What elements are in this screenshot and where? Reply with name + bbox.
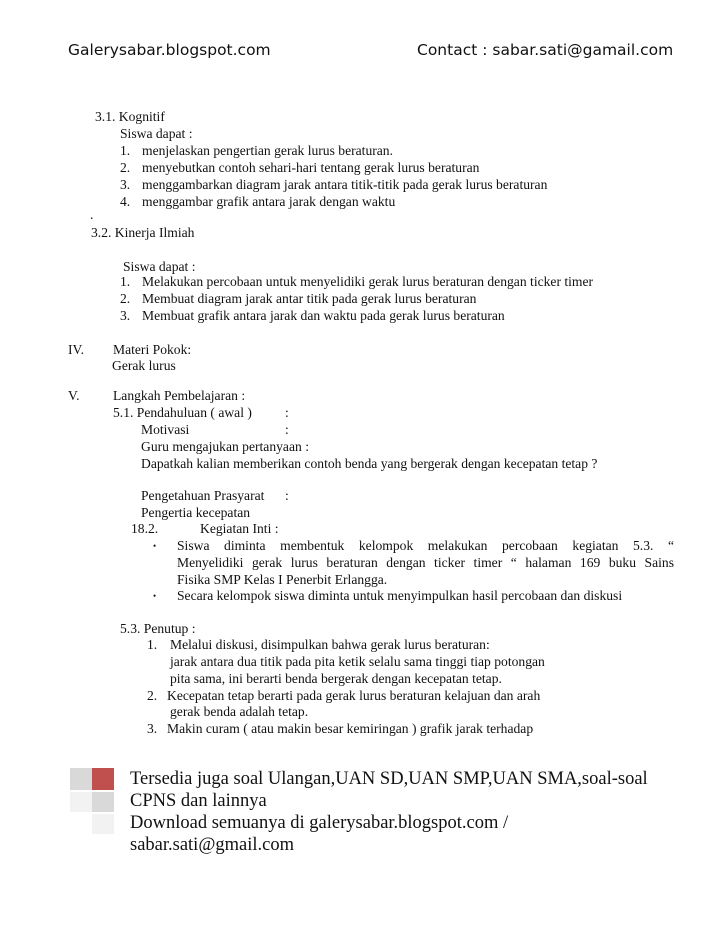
list-number: 1.	[147, 637, 158, 652]
decor-square-gray	[92, 792, 114, 812]
kognitif-intro: Siswa dapat :	[120, 126, 193, 141]
footer-line: Download semuanya di galerysabar.blogspot.com /	[130, 813, 509, 833]
stray-dot: .	[90, 207, 94, 222]
list-item: jarak antara dua titik pada pita ketik selalu sama tinggi tiap potongan	[170, 654, 545, 669]
question-text: Dapatkah kalian memberikan contoh benda yang bergerak dengan kecepatan tetap ?	[141, 456, 598, 471]
colon: :	[285, 488, 289, 503]
decor-square-light	[92, 814, 114, 834]
list-item: menggambarkan diagram jarak antara titik-titik pada gerak lurus beraturan	[142, 177, 548, 192]
colon: :	[285, 422, 289, 437]
list-number: 1.	[120, 143, 131, 158]
list-item: Kecepatan tetap berarti pada gerak lurus beraturan kelajuan dan arah	[167, 688, 541, 703]
bullet-text: Fisika SMP Kelas I Penerbit Erlangga.	[177, 572, 388, 587]
footer-promo	[130, 768, 648, 856]
list-item: Melakukan percobaan untuk menyelidiki gerak lurus beraturan dengan ticker timer	[142, 274, 594, 289]
list-number: 1.	[120, 274, 131, 289]
list-number: 2.	[120, 291, 131, 306]
list-item: menyebutkan contoh sehari-hari tentang gerak lurus beraturan	[142, 160, 480, 175]
footer-line: Tersedia juga soal Ulangan,UAN SD,UAN SMP,UAN SMA,soal-soal	[130, 769, 648, 789]
site-name: Galerysabar.blogspot.com	[68, 41, 271, 59]
decor-square-light	[70, 792, 92, 812]
list-number: 2.	[147, 688, 158, 703]
footer-line: CPNS dan lainnya	[130, 791, 267, 811]
kinerja-title: 3.2. Kinerja Ilmiah	[91, 225, 195, 240]
section-numeral: V.	[68, 388, 80, 403]
list-number: 4.	[120, 194, 131, 209]
contact-email: Contact : sabar.sati@gamail.com	[417, 41, 674, 59]
inti-number: 18.2.	[131, 521, 159, 536]
bullet-text: Siswa diminta membentuk kelompok melakukan percobaan kegiatan 5.3. “	[177, 538, 674, 553]
list-number: 2.	[120, 160, 131, 175]
list-item: gerak benda adalah tetap.	[170, 704, 309, 719]
colon: :	[285, 405, 289, 420]
list-item: pita sama, ini berarti benda bergerak dengan kecepatan tetap.	[170, 671, 502, 686]
list-item: Makin curam ( atau makin besar kemiringan ) grafik jarak terhadap	[167, 721, 534, 736]
footer-line: sabar.sati@gmail.com	[130, 835, 294, 855]
pendahuluan-label: 5.1. Pendahuluan ( awal )	[113, 405, 252, 420]
guru-text: Guru mengajukan pertanyaan :	[141, 439, 309, 454]
bullet-text: Menyelidiki gerak lurus beraturan dengan ticker timer “ halaman 169 buku Sains	[177, 555, 674, 570]
list-item: menjelaskan pengertian gerak lurus beraturan.	[142, 143, 393, 158]
bullet-text: Secara kelompok siswa diminta untuk menyimpulkan hasil percobaan dan diskusi	[177, 588, 623, 603]
inti-label: Kegiatan Inti :	[200, 521, 279, 536]
kinerja-intro: Siswa dapat :	[123, 259, 196, 274]
list-item: Membuat grafik antara jarak dan waktu pada gerak lurus beraturan	[142, 308, 505, 323]
prasyarat-value: Pengertia kecepatan	[141, 505, 251, 520]
list-item: Melalui diskusi, disimpulkan bahwa gerak lurus beraturan:	[170, 637, 490, 652]
list-item: Membuat diagram jarak antar titik pada gerak lurus beraturan	[142, 291, 477, 306]
langkah-title: Langkah Pembelajaran :	[113, 388, 246, 403]
decor-square-gray	[70, 768, 92, 790]
bullet-icon: •	[153, 591, 157, 601]
penutup-label: 5.3. Penutup :	[120, 621, 196, 636]
section-numeral: IV.	[68, 342, 84, 357]
materi-title: Materi Pokok:	[113, 342, 192, 357]
list-item: menggambar grafik antara jarak dengan waktu	[142, 194, 396, 209]
bullet-icon: •	[153, 541, 157, 551]
motivasi-label: Motivasi	[141, 422, 190, 437]
list-number: 3.	[120, 177, 131, 192]
decor-square-accent	[92, 768, 114, 790]
list-number: 3.	[147, 721, 158, 736]
materi-value: Gerak lurus	[112, 358, 176, 373]
prasyarat-label: Pengetahuan Prasyarat	[141, 488, 265, 503]
list-number: 3.	[120, 308, 131, 323]
kognitif-title: 3.1. Kognitif	[95, 109, 165, 124]
